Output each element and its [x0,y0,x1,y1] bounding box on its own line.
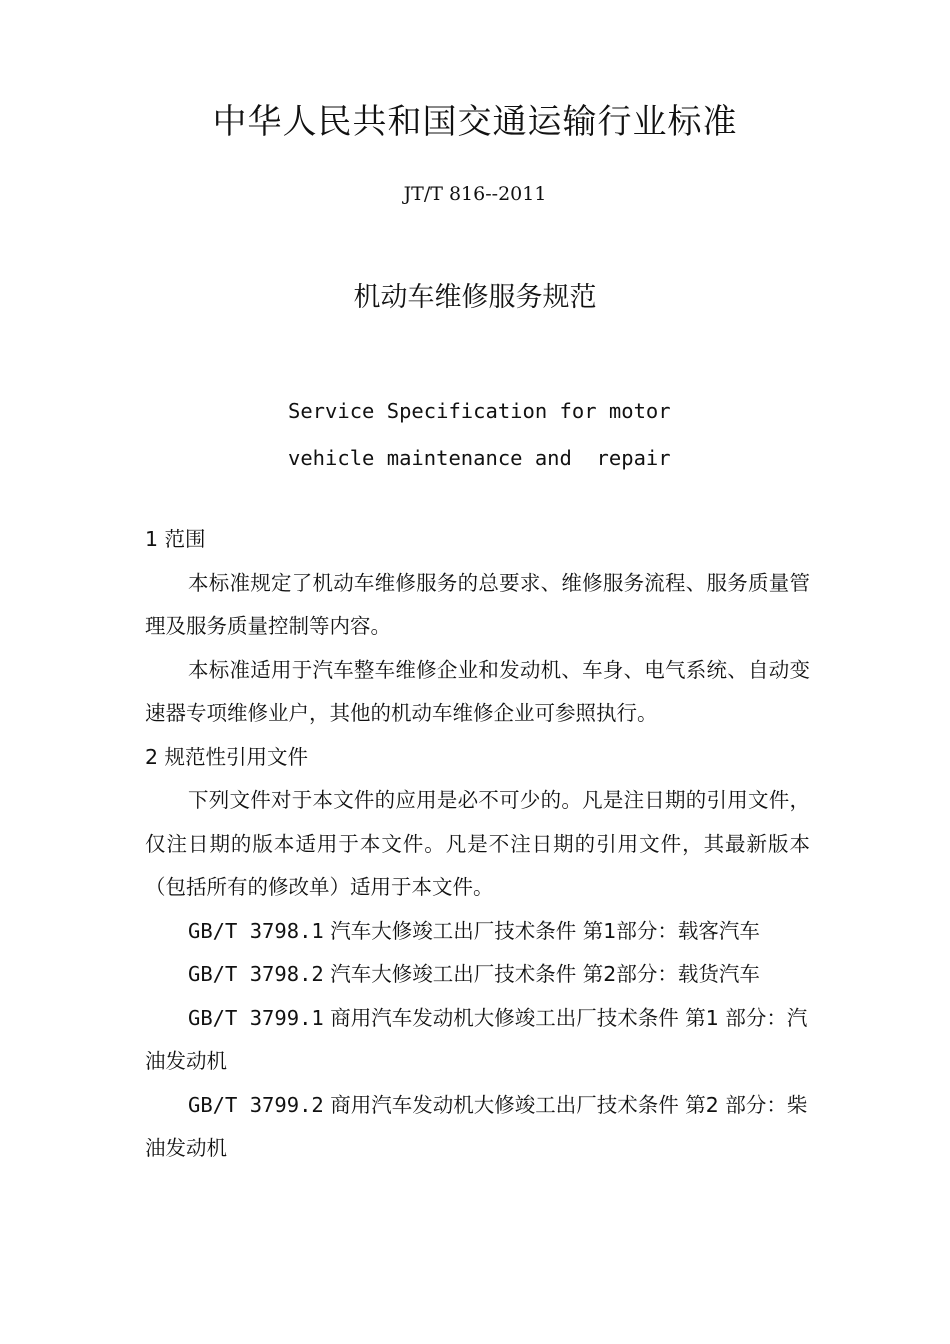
standard-english-title [288,388,671,482]
section-2-heading: 2 规范性引用文件 [145,744,309,769]
reference-code: GB/T 3798.2 [188,962,324,986]
standard-chinese-title: 机动车维修服务规范 [353,282,597,313]
standard-code: JT/T 816--2011 [403,183,547,205]
reference-code: GB/T 3799.2 [188,1092,324,1117]
reference-item [145,910,810,954]
standard-category-title: 中华人民共和国交通运输行业标准 [212,102,738,142]
english-title-line-2: vehicle maintenance and repair [288,446,671,470]
reference-title: 商用汽车发动机大修竣工出厂技术条件 第1 部分：汽油发动机 [145,1005,808,1073]
section-1-heading: 1 范围 [145,527,206,551]
section-2-paragraph-1: 下列文件对于本文件的应用是必不可少的。凡是注日期的引用文件，仅注日期的版本适用于本文件。凡是不注日期的引用文件，其最新版本（包括所有的修改单）适用于本文件。 [145,788,810,899]
reference-item [145,997,810,1084]
reference-code: GB/T 3798.1 [188,918,324,943]
reference-item [145,1084,810,1171]
reference-code: GB/T 3799.1 [188,1005,324,1030]
section-1-paragraph-1: 本标准规定了机动车维修服务的总要求、维修服务流程、服务质量管理及服务质量控制等内容。 [145,570,810,638]
section-1-paragraph-2: 本标准适用于汽车整车维修企业和发动机、车身、电气系统、自动变速器专项维修业户，其他的机动车维修企业可参照执行。 [145,657,810,725]
reference-title: 商用汽车发动机大修竣工出厂技术条件 第2 部分：柴油发动机 [145,1092,808,1160]
reference-title: 汽车大修竣工出厂技术条件 第2部分：载货汽车 [323,962,760,986]
reference-title: 汽车大修竣工出厂技术条件 第1部分：载客汽车 [323,918,760,943]
english-title-line-1: Service Specification for motor [288,399,671,423]
reference-item [145,953,810,997]
document-body [145,518,810,1171]
